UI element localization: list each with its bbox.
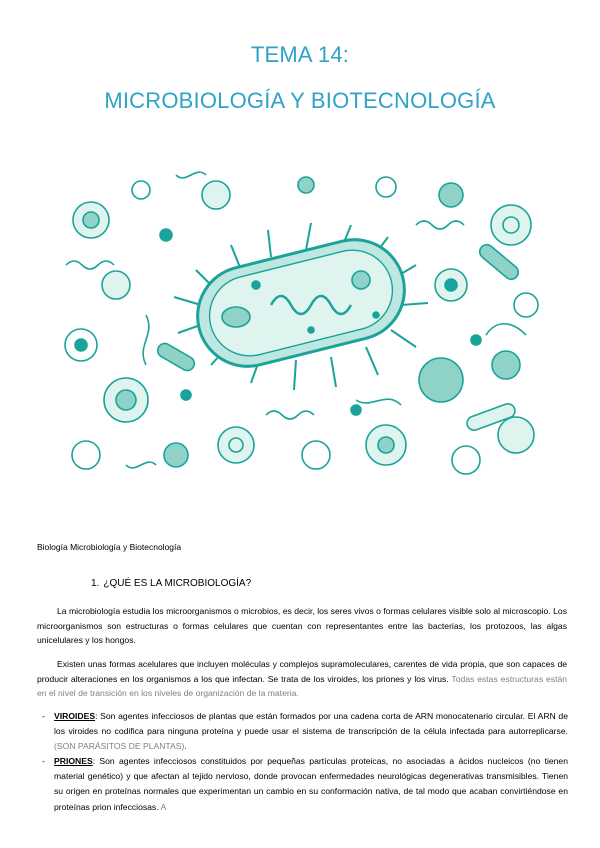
document-title-line1: TEMA 14:: [250, 42, 350, 67]
document-title-line2: MICROBIOLOGÍA Y BIOTECNOLOGÍA: [104, 88, 496, 113]
note-priones: A: [160, 801, 167, 812]
running-header: Biología Microbiología y Biotecnología: [37, 542, 182, 552]
section-heading: [91, 578, 251, 589]
paragraph-2: [37, 657, 567, 701]
paragraph-1: La microbiología estudia los microorganismos o microbios, es decir, los seres vivos o formas celulares visible solo al microscopio. Los microorganismos son estructuras o formas celulares que cuentan con representantes entre las bacterias, los protozoos, las algas unicelulares y los hongos.: [37, 606, 567, 646]
definition-priones: : Son agentes infecciosos constituidos por pequeñas partículas proteicas, no asociadas a ácidos nucleicos (no tienen material genético) y que afectan al tejido nervioso, donde provocan enfermedades neurológicas degenerativas transmisibles. Tienen su origen en proteínas normales que experimentan un cambio en su conformación nativa, de tal modo que acaban convirtiéndose en proteínas prion infecciosas.: [54, 756, 568, 812]
section-title: ¿QUÉ ES LA MICROBIOLOGÍA?: [103, 578, 252, 589]
section-number: 1.: [91, 578, 100, 589]
microbes-illustration: [56, 165, 546, 483]
list-bullet: -: [42, 711, 45, 721]
term-priones: PRIONES: [54, 756, 93, 766]
term-viroides: VIROIDES: [54, 711, 96, 721]
end-viroides: .: [184, 741, 187, 752]
list-item-viroides: [42, 709, 568, 755]
note-viroides: (SON PARÁSITOS DE PLANTAS): [54, 741, 185, 752]
paragraph-2-note: Todas estas estructuras están en el nivel de transición en los niveles de organización de la materia.: [37, 673, 568, 699]
paragraph-2-text: Existen unas formas acelulares que incluyen moléculas y complejos supramoleculares, carentes de vida propia, que son capaces de producir alteraciones en los organismos a los que infectan. Se trata de los viroides, los priones y los virus.: [37, 659, 567, 684]
list-bullet: -: [42, 756, 45, 766]
list-item-priones: [42, 754, 568, 815]
definition-viroides: : Son agentes infecciosos de plantas que están formados por una cadena corta de ARN monocatenario circular. El ARN de los viroides no codifica para ninguna proteína y puede usar el sistema de transcripción de la célula infectada para autorreplicarse.: [54, 711, 568, 737]
